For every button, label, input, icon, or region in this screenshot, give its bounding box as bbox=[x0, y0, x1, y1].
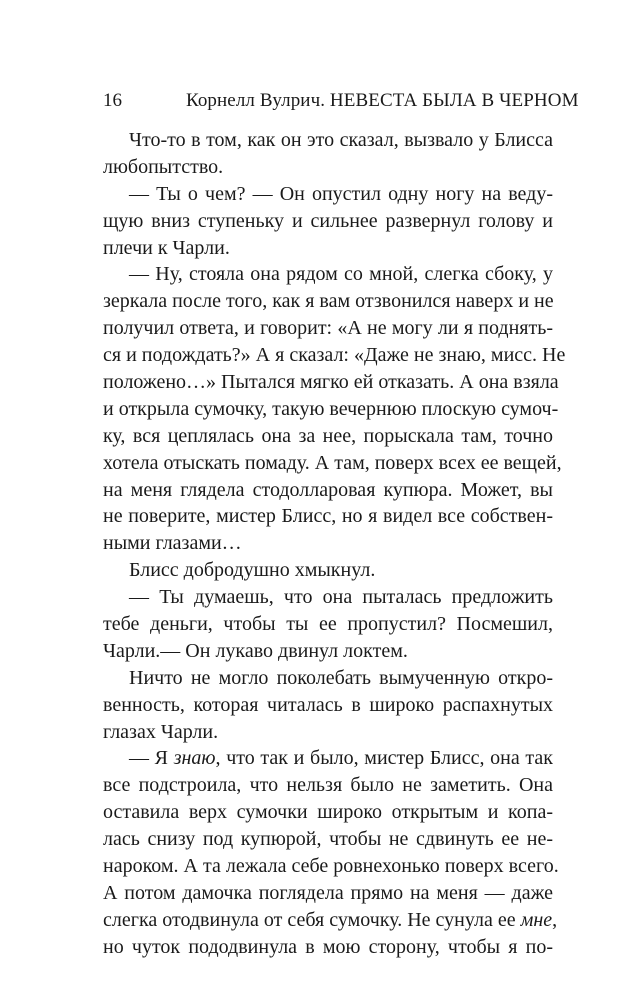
text-segment: ся и подождать?» А я сказал: «Даже не знаю, мисс. Не bbox=[103, 344, 566, 367]
text-segment: ку, вся цеплялась она за нее, порыскала там, точно bbox=[103, 424, 553, 447]
running-head: Корнелл Вулрич. НЕВЕСТА БЫЛА В ЧЕРНОМ bbox=[186, 90, 579, 111]
text-line bbox=[103, 369, 559, 396]
text-segment: А потом дамочка поглядела прямо на меня — даже bbox=[103, 881, 553, 904]
text-segment: ными глазами… bbox=[103, 532, 242, 555]
text-line bbox=[103, 853, 559, 880]
text-segment: — Ты думаешь, что она пыталась предложить bbox=[129, 586, 553, 609]
text-line bbox=[103, 638, 553, 665]
text-segment: оставила верх сумочки широко открытым и копа- bbox=[103, 801, 553, 824]
text-line bbox=[103, 772, 553, 799]
text-segment: слегка отодвинула от себя сумочку. Не сунула ее bbox=[103, 908, 521, 931]
text-line bbox=[103, 692, 553, 719]
text-segment: положено…» Пытался мягко ей отказать. А она взяла bbox=[103, 371, 559, 394]
text-segment: плечи к Чарли. bbox=[103, 236, 230, 259]
text-segment: — Ты о чем? — Он опустил одну ногу на веду- bbox=[129, 182, 553, 205]
text-line bbox=[103, 315, 553, 342]
text-line bbox=[103, 530, 553, 557]
text-segment: глазах Чарли. bbox=[103, 720, 219, 743]
text-line bbox=[103, 880, 553, 907]
text-segment: Ничто не могло поколебать вымученную откро- bbox=[129, 666, 553, 689]
text-line bbox=[103, 261, 553, 288]
text-segment: хотела отыскать помаду. А там, поверх всех ее вещей, bbox=[103, 451, 562, 474]
text-segment: , что так и было, мистер Блисс, она так bbox=[215, 747, 553, 770]
text-line bbox=[103, 450, 562, 477]
text-segment: венность, которая читалась в широко распахнутых bbox=[103, 693, 553, 716]
text-line bbox=[103, 826, 553, 853]
text-segment: тебе деньги, чтобы ты ее пропустил? Посмешил, bbox=[103, 613, 553, 636]
text-line bbox=[103, 557, 553, 584]
text-segment: на меня глядела стодолларовая купюра. Может, вы bbox=[103, 478, 553, 501]
page-header bbox=[103, 86, 579, 116]
text-segment: Что-то в том, как он это сказал, вызвало у Блисса bbox=[129, 129, 553, 151]
text-segment: — Я bbox=[129, 747, 174, 770]
text-line bbox=[103, 477, 553, 504]
text-line bbox=[103, 342, 566, 369]
text-segment: все подстроила, что нельзя было не заметить. Она bbox=[103, 774, 553, 797]
text-line bbox=[103, 934, 553, 961]
text-line bbox=[103, 235, 553, 262]
text-line bbox=[103, 181, 553, 208]
text-line bbox=[103, 127, 553, 154]
text-line bbox=[103, 396, 559, 423]
text-line bbox=[103, 665, 553, 692]
text-line bbox=[103, 288, 553, 315]
text-line bbox=[103, 799, 553, 826]
text-segment: , bbox=[552, 908, 558, 931]
text-segment: лась снизу под купюрой, чтобы не сдвинуть ее не- bbox=[103, 828, 553, 851]
text-line bbox=[103, 423, 553, 450]
text-line bbox=[103, 611, 553, 638]
text-segment: — Ну, стояла она рядом со мной, слегка сбоку, у bbox=[129, 263, 553, 286]
page-number: 16 bbox=[103, 90, 122, 111]
italic-text: мне bbox=[520, 908, 553, 931]
body-text bbox=[103, 127, 566, 961]
text-line bbox=[103, 154, 553, 181]
text-line bbox=[103, 208, 553, 235]
italic-text: знаю bbox=[173, 747, 216, 770]
text-line bbox=[103, 584, 553, 611]
text-segment: и открыла сумочку, такую вечернюю плоскую сумоч- bbox=[103, 397, 559, 420]
text-line bbox=[103, 907, 558, 934]
text-line bbox=[103, 745, 553, 772]
text-segment: нароком. А та лежала себе ровнехонько поверх всего. bbox=[103, 855, 559, 878]
text-segment: но чуток пододвинула в мою сторону, чтобы я по- bbox=[103, 935, 553, 958]
text-segment: любопытство. bbox=[103, 155, 224, 178]
text-segment: щую вниз ступеньку и сильнее развернул голову и bbox=[103, 209, 553, 232]
text-segment: получил ответа, и говорит: «А не могу ли я поднять- bbox=[103, 317, 553, 340]
text-segment: Блисс добродушно хмыкнул. bbox=[129, 559, 376, 582]
text-segment: не поверите, мистер Блисс, но я видел все собствен- bbox=[103, 505, 553, 528]
text-segment: зеркала после того, как я вам отзвонился наверх и не bbox=[103, 290, 554, 313]
text-segment: Чарли.— Он лукаво двинул локтем. bbox=[103, 639, 408, 662]
text-line bbox=[103, 503, 553, 530]
text-line bbox=[103, 719, 553, 746]
